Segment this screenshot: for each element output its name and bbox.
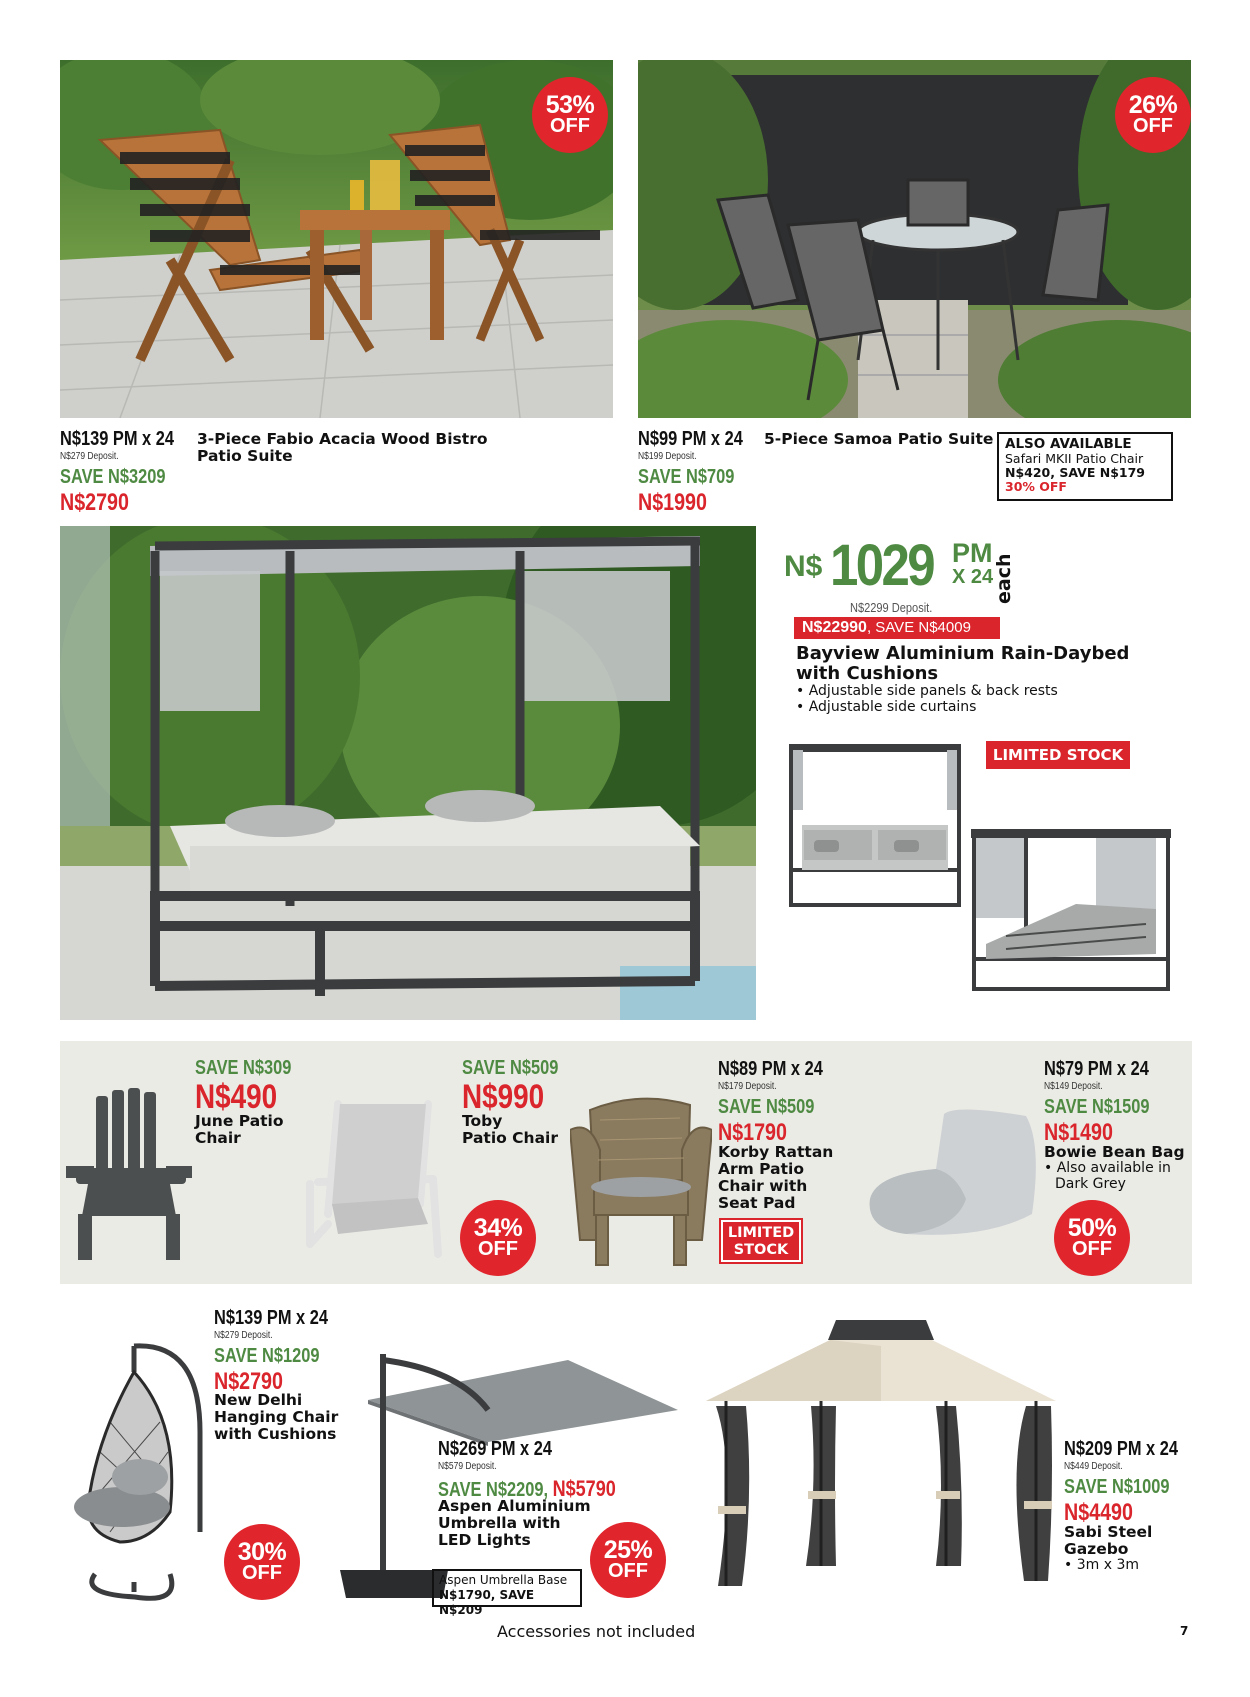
also-available-box [997, 432, 1173, 501]
badge-off: OFF [1072, 1238, 1112, 1261]
deposit: N$279 Deposit. [214, 1330, 273, 1341]
cash-price: N$4490 [1064, 1499, 1133, 1526]
name-line: Aspen Aluminium [438, 1497, 591, 1515]
save-amount: SAVE N$309 [195, 1057, 292, 1079]
daybed-each-label: each [993, 553, 1015, 604]
june-product-name [195, 1113, 284, 1147]
limited-line: LIMITED [727, 1225, 795, 1241]
cash-price: N$490 [195, 1078, 278, 1116]
badge-percent: 53% [545, 90, 595, 119]
cash-price: N$1990 [638, 489, 707, 516]
discount-badge-bowie [1054, 1200, 1130, 1276]
bowie-bean-bag-photo [866, 1104, 1042, 1244]
save-amount: SAVE N$509 [718, 1096, 815, 1118]
cash-price: N$1490 [1044, 1119, 1113, 1146]
daybed-save: , SAVE N$4009 [866, 619, 971, 636]
base-price: N$1790, SAVE N$209 [439, 1588, 535, 1617]
bistro-product-name [197, 431, 487, 465]
feature-bullet: • Adjustable side panels & back rests [796, 683, 1058, 699]
sabi-feature: • 3m x 3m [1064, 1557, 1139, 1573]
daybed-front-view [784, 740, 966, 912]
feature-bullet: Dark Grey [1055, 1176, 1126, 1192]
korby-product-name [718, 1144, 833, 1212]
badge-off: OFF [478, 1238, 518, 1261]
save-amount: SAVE N$1009 [1064, 1476, 1170, 1498]
monthly-price: N$209 PM x 24 [1064, 1438, 1178, 1460]
cash-price: N$990 [462, 1078, 545, 1116]
save-amount: SAVE N$509 [462, 1057, 559, 1079]
name-line: Patio Chair [462, 1129, 558, 1147]
daybed-currency: N$ [784, 550, 823, 583]
samoa-pricing [638, 428, 768, 517]
save-amount: SAVE N$2209, [438, 1479, 553, 1501]
save-amount: SAVE N$1209 [214, 1345, 320, 1367]
daybed-pm-label: PM [952, 538, 993, 568]
daybed-features [796, 683, 1058, 715]
bistro-pricing [60, 428, 200, 517]
name-line: Chair with [718, 1177, 808, 1195]
name-line: Korby Rattan [718, 1143, 834, 1161]
badge-percent: 26% [1128, 90, 1178, 119]
name-line: with Cushions [796, 663, 939, 684]
monthly-price: N$139 PM x 24 [60, 428, 174, 450]
badge-off: OFF [1133, 115, 1173, 138]
also-available-title: ALSO AVAILABLE [1005, 436, 1132, 452]
name-line: Chair [195, 1129, 241, 1147]
limited-line: STOCK [733, 1242, 789, 1258]
also-available-item: Safari MKII Patio Chair [1005, 451, 1144, 466]
daybed-limited-stock: LIMITED STOCK [986, 741, 1130, 769]
badge-off: OFF [608, 1560, 648, 1583]
also-available-discount: 30% OFF [1005, 479, 1067, 494]
cash-price: N$2790 [60, 489, 129, 516]
korby-pricing [718, 1058, 846, 1147]
toby-product-name [462, 1113, 558, 1147]
page-number: 7 [1180, 1624, 1189, 1638]
name-line: Toby [462, 1112, 503, 1130]
name-line: June Patio [195, 1112, 284, 1130]
feature-bullet: • Also available in [1044, 1160, 1171, 1176]
name-line: Bayview Aluminium Rain-Daybed [796, 643, 1130, 664]
save-amount: SAVE N$709 [638, 466, 735, 488]
deposit: N$199 Deposit. [638, 451, 697, 462]
monthly-price: N$79 PM x 24 [1044, 1058, 1149, 1080]
name-line: 3-Piece Fabio Acacia Wood Bistro [197, 430, 488, 448]
delhi-product-name [214, 1392, 338, 1443]
badge-percent: 50% [1067, 1213, 1117, 1242]
june-pricing [195, 1057, 312, 1114]
discount-badge-bistro [532, 77, 608, 153]
monthly-price: N$139 PM x 24 [214, 1307, 328, 1329]
name-line: New Delhi [214, 1391, 303, 1409]
bowie-pricing [1044, 1058, 1173, 1147]
samoa-suite-photo [638, 60, 1191, 418]
delhi-pricing [214, 1307, 353, 1396]
daybed-product-name [796, 644, 1129, 684]
name-line: Gazebo [1064, 1540, 1129, 1558]
deposit: N$579 Deposit. [438, 1461, 497, 1472]
name-line: Hanging Chair [214, 1408, 339, 1426]
base-name: Aspen Umbrella Base [439, 1573, 568, 1587]
june-chair-photo [66, 1086, 192, 1262]
name-line: Umbrella with [438, 1514, 561, 1532]
monthly-price: N$269 PM x 24 [438, 1438, 552, 1460]
discount-badge-toby [460, 1200, 536, 1276]
name-line: LED Lights [438, 1531, 531, 1549]
cash-price: N$1790 [718, 1119, 787, 1146]
sabi-product-name [1064, 1524, 1152, 1558]
deposit: N$449 Deposit. [1064, 1461, 1123, 1472]
daybed-main-photo [60, 526, 756, 1020]
cash-price: N$2790 [214, 1368, 283, 1395]
daybed-deposit: N$2299 Deposit. [850, 600, 933, 615]
name-line: with Cushions [214, 1425, 337, 1443]
badge-off: OFF [242, 1562, 282, 1585]
monthly-price: N$89 PM x 24 [718, 1058, 823, 1080]
aspen-product-name [438, 1498, 591, 1549]
deposit: N$279 Deposit. [60, 451, 119, 462]
feature-bullet: • Adjustable side curtains [796, 699, 977, 715]
korby-limited-stock [721, 1220, 801, 1262]
bowie-product-name: Bowie Bean Bag [1044, 1143, 1185, 1161]
daybed-term-label: X 24 [952, 566, 994, 588]
bistro-suite-photo [60, 60, 613, 418]
bowie-features [1044, 1160, 1171, 1192]
save-amount: SAVE N$1509 [1044, 1096, 1150, 1118]
daybed-cash-price: N$22990 [802, 619, 867, 636]
daybed-reclined-view [966, 824, 1176, 996]
toby-pricing [462, 1057, 579, 1114]
toby-chair-photo [298, 1094, 450, 1266]
discount-badge-samoa [1115, 77, 1191, 153]
badge-percent: 25% [603, 1535, 653, 1564]
badge-percent: 34% [473, 1213, 523, 1242]
name-line: Arm Patio [718, 1160, 804, 1178]
monthly-price: N$99 PM x 24 [638, 428, 743, 450]
sabi-pricing [1064, 1438, 1203, 1527]
name-line: Patio Suite [197, 447, 293, 465]
delhi-hanging-chair-photo [60, 1342, 210, 1602]
samoa-product-name: 5-Piece Samoa Patio Suite [764, 430, 994, 448]
save-amount: SAVE N$3209 [60, 466, 166, 488]
deposit: N$179 Deposit. [718, 1081, 777, 1092]
aspen-pricing [438, 1438, 655, 1502]
deposit: N$149 Deposit. [1044, 1081, 1103, 1092]
badge-off: OFF [550, 115, 590, 138]
aspen-base-box [432, 1569, 582, 1617]
sabi-gazebo-photo [706, 1316, 1056, 1606]
daybed-monthly-amount: 1029 [830, 533, 933, 598]
discount-badge-aspen [590, 1522, 666, 1598]
discount-badge-delhi [224, 1524, 300, 1600]
cash-price: N$5790 [552, 1476, 616, 1501]
also-available-price: N$420, SAVE N$179 [1005, 465, 1145, 480]
korby-chair-photo [570, 1090, 712, 1266]
daybed-price-bar [794, 617, 1000, 639]
name-line: Sabi Steel [1064, 1523, 1153, 1541]
name-line: Seat Pad [718, 1194, 796, 1212]
accessories-note: Accessories not included [497, 1622, 696, 1641]
badge-percent: 30% [237, 1537, 287, 1566]
